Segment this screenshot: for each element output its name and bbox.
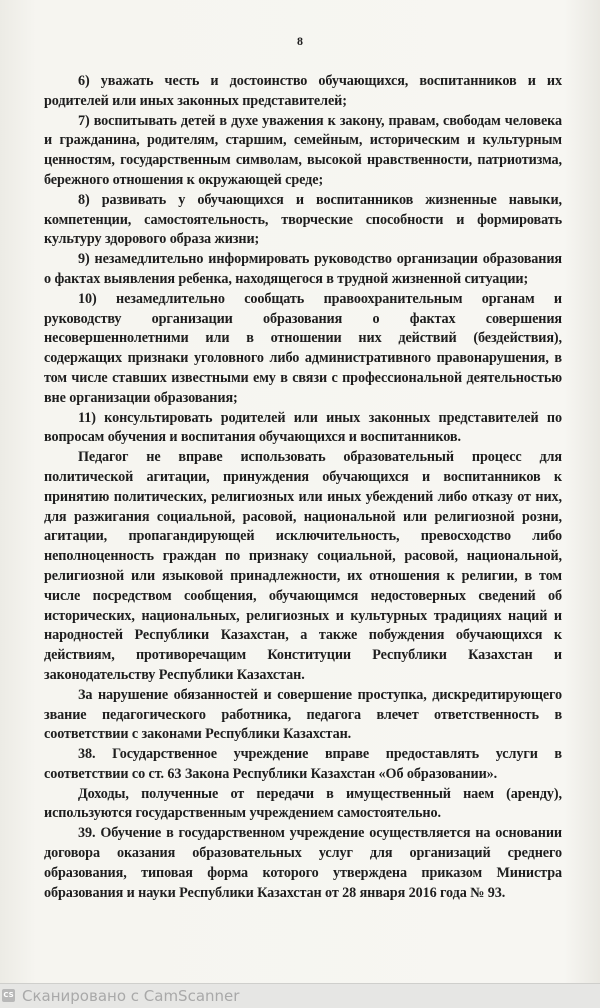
scanner-watermark: [0, 983, 600, 1008]
paragraph-item-8: 8) развивать у обучающихся и воспитанников жизненные навыки, компетенции, самостоятельность, творческие способности и формировать культуру здорового образа жизни;: [44, 191, 562, 248]
paragraph-section-39: 39. Обучение в государственном учреждение осуществляется на основании договора оказания образовательных услуг для организаций среднего образования, типовая форма которого утверждена приказом Министра образования и науки Республики Казахстан от 28 января 2016 года № 93.: [44, 825, 562, 901]
document-body: [44, 72, 562, 903]
paragraph-income: Доходы, полученные от передачи в имущественный наем (аренду), используются государственным учреждением самостоятельно.: [44, 785, 562, 822]
camscanner-cs-icon: CS: [2, 989, 15, 1002]
paragraph-liability: За нарушение обязанностей и совершение проступка, дискредитирующего звание педагогического работника, педагога влечет ответственность в соответствии с законами Республики Казахстан.: [44, 686, 562, 743]
paragraph-item-7: 7) воспитывать детей в духе уважения к закону, правам, свободам человека и гражданина, родителям, старшим, семейным, историческим и культурным ценностям, государственным символам, высокой нравственности, патриотизма, бережного отношения к окружающей среде;: [44, 112, 562, 188]
page-number: 8: [297, 34, 303, 48]
watermark-text: Сканировано с CamScanner: [22, 987, 240, 1005]
paragraph-item-6: 6) уважать честь и достоинство обучающихся, воспитанников и их родителей или иных законных представителей;: [44, 73, 562, 109]
paragraph-section-38: 38. Государственное учреждение вправе предоставлять услуги в соответствии со ст. 63 Закона Республики Казахстан «Об образовании».: [44, 746, 562, 782]
paragraph-item-10: 10) незамедлительно сообщать правоохранительным органам и руководству организации образования о фактах совершения несовершеннолетними или в отношении них действий (бездействия), содержащих признаки уголовного либо административного правонарушения, в том числе ставших известными ему в связи с профессиональной деятельностью вне организации образования;: [44, 290, 562, 406]
paragraph-item-9: 9) незамедлительно информировать руководство организации образования о фактах выявления ребенка, находящегося в трудной жизненной ситуации;: [44, 251, 562, 287]
paragraph-item-11: 11) консультировать родителей или иных законных представителей по вопросам обучения и воспитания обучающихся и воспитанников.: [44, 409, 562, 446]
paragraph-teacher-prohibition: Педагог не вправе использовать образовательный процесс для политической агитации, принуждения обучающихся и воспитанников к принятию политических, религиозных или иных убеждений либо отказу от них, для разжигания социальной, расовой, национальной или религиозной розни, агитации, пропагандирующей исключительность, превосходство либо неполноценность граждан по признаку социальной, расовой, национальной, религиозной или языковой принадлежности, их отношения к религии, в том числе посредством сообщения, обучающимся недостоверных сведений об исторических, национальных, религиозных и культурных традициях наций и народностей Республики Казахстан, а также побуждения обучающихся к действиям, противоречащим Конституции Республики Казахстан и законодательству Республики Казахстан.: [44, 449, 562, 683]
